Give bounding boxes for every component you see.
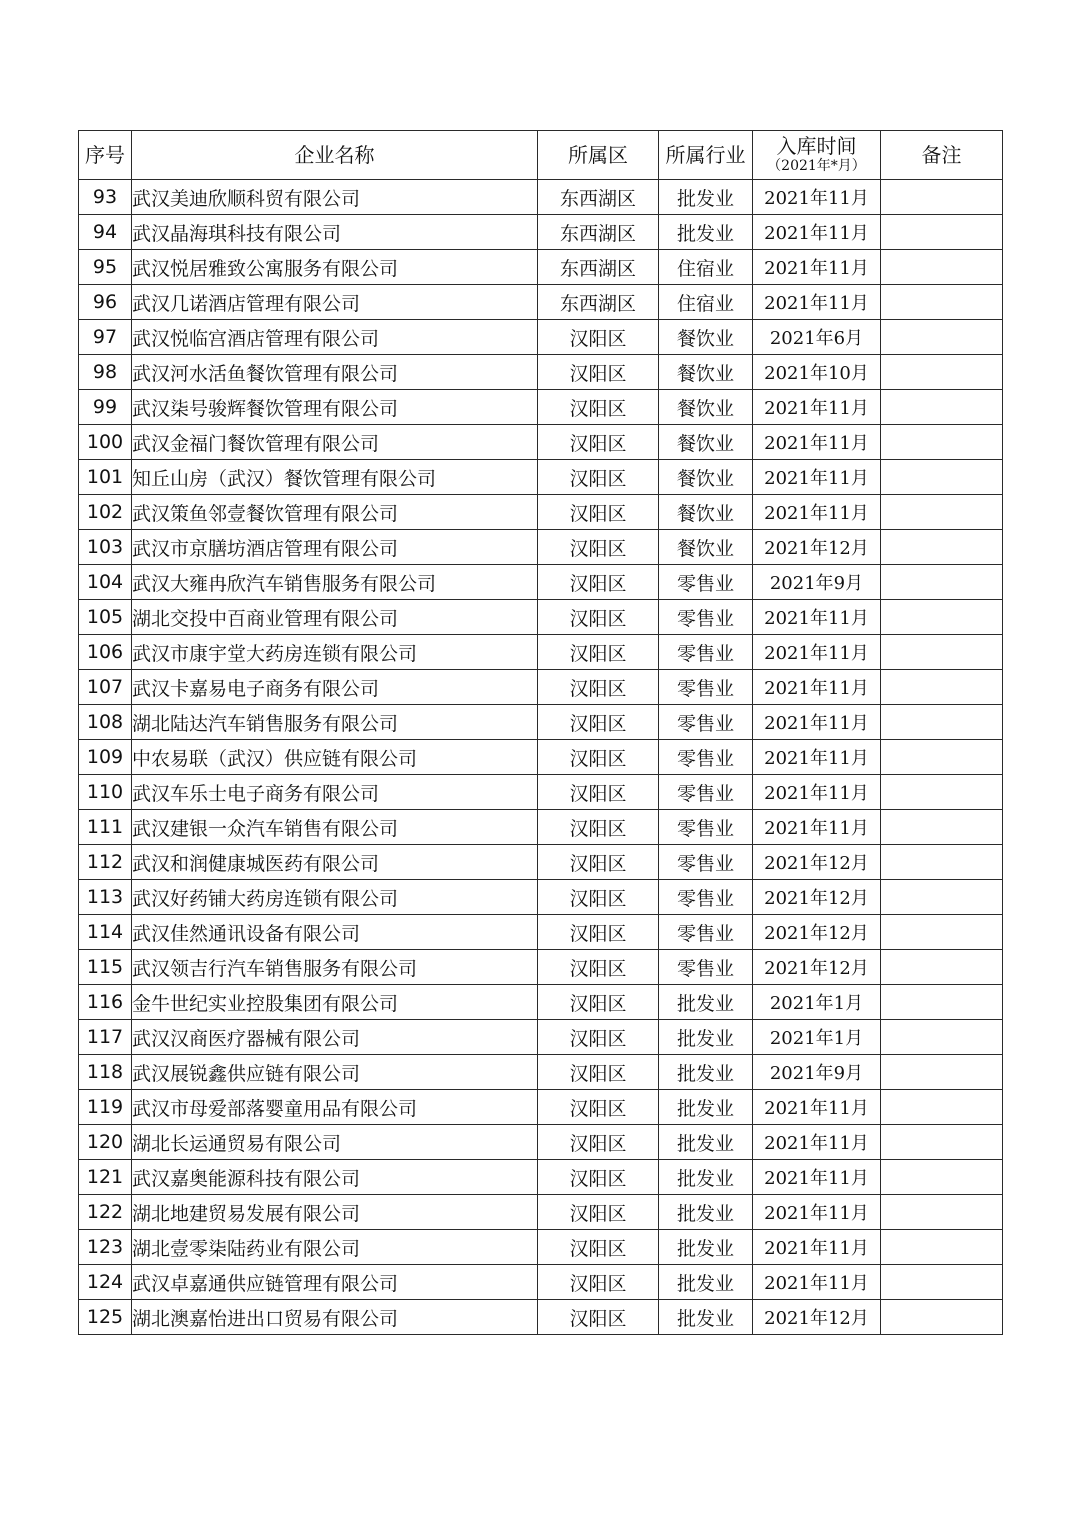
industry-cell: 住宿业 (659, 285, 753, 320)
entry-date-cell: 2021年11月 (753, 705, 881, 740)
row-number-cell: 112 (79, 845, 132, 880)
entry-date-cell: 2021年11月 (753, 1230, 881, 1265)
remark-cell (881, 355, 1003, 390)
remark-cell (881, 285, 1003, 320)
table-row (79, 950, 1003, 985)
table-row (79, 985, 1003, 1020)
entry-date-cell: 2021年10月 (753, 355, 881, 390)
row-number-cell: 108 (79, 705, 132, 740)
table-row (79, 740, 1003, 775)
header-entry-date-label: 入库时间 (776, 134, 857, 159)
remark-cell (881, 390, 1003, 425)
remark-cell (881, 740, 1003, 775)
entry-date-cell: 2021年6月 (753, 320, 881, 355)
company-name-cell: 武汉柒号骏辉餐饮管理有限公司 (132, 390, 538, 425)
industry-cell: 批发业 (659, 985, 753, 1020)
industry-cell: 批发业 (659, 215, 753, 250)
row-number-cell: 125 (79, 1300, 132, 1335)
entry-date-cell: 2021年11月 (753, 1160, 881, 1195)
table-row (79, 250, 1003, 285)
entry-date-cell: 2021年12月 (753, 915, 881, 950)
district-cell: 汉阳区 (538, 775, 659, 810)
remark-cell (881, 1055, 1003, 1090)
header-entry-date-sub: （2021年*月） (767, 158, 866, 175)
table-row (79, 810, 1003, 845)
industry-cell: 餐饮业 (659, 355, 753, 390)
district-cell: 汉阳区 (538, 530, 659, 565)
row-number-cell: 116 (79, 985, 132, 1020)
district-cell: 汉阳区 (538, 1125, 659, 1160)
entry-date-cell: 2021年11月 (753, 495, 881, 530)
row-number-cell: 96 (79, 285, 132, 320)
table-row (79, 1230, 1003, 1265)
entry-date-cell: 2021年11月 (753, 810, 881, 845)
company-name-cell: 武汉大雍冉欣汽车销售服务有限公司 (132, 565, 538, 600)
remark-cell (881, 565, 1003, 600)
remark-cell (881, 810, 1003, 845)
enterprise-table (78, 130, 1003, 1335)
district-cell: 汉阳区 (538, 425, 659, 460)
industry-cell: 批发业 (659, 1300, 753, 1335)
entry-date-cell: 2021年11月 (753, 670, 881, 705)
company-name-cell: 湖北陆达汽车销售服务有限公司 (132, 705, 538, 740)
entry-date-cell: 2021年11月 (753, 425, 881, 460)
remark-cell (881, 1090, 1003, 1125)
entry-date-cell: 2021年11月 (753, 600, 881, 635)
district-cell: 汉阳区 (538, 1160, 659, 1195)
company-name-cell: 武汉嘉奥能源科技有限公司 (132, 1160, 538, 1195)
table-row (79, 705, 1003, 740)
company-name-cell: 武汉金福门餐饮管理有限公司 (132, 425, 538, 460)
company-name-cell: 武汉展锐鑫供应链有限公司 (132, 1055, 538, 1090)
table-row (79, 180, 1003, 215)
row-number-cell: 114 (79, 915, 132, 950)
table-row (79, 425, 1003, 460)
industry-cell: 零售业 (659, 845, 753, 880)
entry-date-cell: 2021年11月 (753, 1195, 881, 1230)
industry-cell: 零售业 (659, 705, 753, 740)
remark-cell (881, 1125, 1003, 1160)
remark-cell (881, 425, 1003, 460)
company-name-cell: 知丘山房（武汉）餐饮管理有限公司 (132, 460, 538, 495)
district-cell: 汉阳区 (538, 985, 659, 1020)
company-name-cell: 武汉市母爱部落婴童用品有限公司 (132, 1090, 538, 1125)
company-name-cell: 武汉美迪欣顺科贸有限公司 (132, 180, 538, 215)
district-cell: 汉阳区 (538, 845, 659, 880)
remark-cell (881, 1265, 1003, 1300)
district-cell: 东西湖区 (538, 180, 659, 215)
remark-cell (881, 1230, 1003, 1265)
remark-cell (881, 1300, 1003, 1335)
entry-date-cell: 2021年11月 (753, 1265, 881, 1300)
table-row (79, 1300, 1003, 1335)
table-row (79, 215, 1003, 250)
company-name-cell: 湖北长运通贸易有限公司 (132, 1125, 538, 1160)
row-number-cell: 120 (79, 1125, 132, 1160)
industry-cell: 批发业 (659, 1055, 753, 1090)
table-row (79, 565, 1003, 600)
table-row (79, 1055, 1003, 1090)
row-number-cell: 103 (79, 530, 132, 565)
industry-cell: 批发业 (659, 1195, 753, 1230)
industry-cell: 零售业 (659, 600, 753, 635)
table-row (79, 1020, 1003, 1055)
industry-cell: 住宿业 (659, 250, 753, 285)
district-cell: 汉阳区 (538, 915, 659, 950)
remark-cell (881, 775, 1003, 810)
district-cell: 汉阳区 (538, 1230, 659, 1265)
remark-cell (881, 985, 1003, 1020)
company-name-cell: 武汉市京膳坊酒店管理有限公司 (132, 530, 538, 565)
entry-date-cell: 2021年12月 (753, 880, 881, 915)
row-number-cell: 106 (79, 635, 132, 670)
row-number-cell: 100 (79, 425, 132, 460)
company-name-cell: 湖北地建贸易发展有限公司 (132, 1195, 538, 1230)
entry-date-cell: 2021年11月 (753, 180, 881, 215)
district-cell: 汉阳区 (538, 600, 659, 635)
row-number-cell: 115 (79, 950, 132, 985)
district-cell: 汉阳区 (538, 635, 659, 670)
remark-cell (881, 915, 1003, 950)
company-name-cell: 武汉悦居雅致公寓服务有限公司 (132, 250, 538, 285)
company-name-cell: 武汉几诺酒店管理有限公司 (132, 285, 538, 320)
remark-cell (881, 250, 1003, 285)
industry-cell: 零售业 (659, 950, 753, 985)
district-cell: 汉阳区 (538, 565, 659, 600)
header-industry: 所属行业 (659, 131, 753, 180)
header-company-name: 企业名称 (132, 131, 538, 180)
remark-cell (881, 635, 1003, 670)
table-row (79, 460, 1003, 495)
entry-date-cell: 2021年1月 (753, 1020, 881, 1055)
company-name-cell: 武汉领吉行汽车销售服务有限公司 (132, 950, 538, 985)
district-cell: 汉阳区 (538, 880, 659, 915)
remark-cell (881, 1160, 1003, 1195)
row-number-cell: 101 (79, 460, 132, 495)
row-number-cell: 98 (79, 355, 132, 390)
table-row (79, 530, 1003, 565)
table-row (79, 495, 1003, 530)
district-cell: 汉阳区 (538, 355, 659, 390)
entry-date-cell: 2021年11月 (753, 390, 881, 425)
district-cell: 东西湖区 (538, 215, 659, 250)
entry-date-cell: 2021年11月 (753, 460, 881, 495)
row-number-cell: 95 (79, 250, 132, 285)
district-cell: 汉阳区 (538, 1055, 659, 1090)
entry-date-cell: 2021年11月 (753, 215, 881, 250)
table-row (79, 775, 1003, 810)
table-row (79, 320, 1003, 355)
industry-cell: 餐饮业 (659, 320, 753, 355)
row-number-cell: 117 (79, 1020, 132, 1055)
remark-cell (881, 495, 1003, 530)
remark-cell (881, 880, 1003, 915)
remark-cell (881, 460, 1003, 495)
entry-date-cell: 2021年12月 (753, 845, 881, 880)
table-header-row (79, 131, 1003, 180)
table-row (79, 845, 1003, 880)
company-name-cell: 武汉和润健康城医药有限公司 (132, 845, 538, 880)
entry-date-cell: 2021年9月 (753, 1055, 881, 1090)
company-name-cell: 武汉建银一众汽车销售有限公司 (132, 810, 538, 845)
company-name-cell: 金牛世纪实业控股集团有限公司 (132, 985, 538, 1020)
district-cell: 汉阳区 (538, 1020, 659, 1055)
industry-cell: 零售业 (659, 775, 753, 810)
header-remark: 备注 (881, 131, 1003, 180)
company-name-cell: 武汉河水活鱼餐饮管理有限公司 (132, 355, 538, 390)
table-body (79, 180, 1003, 1335)
row-number-cell: 122 (79, 1195, 132, 1230)
industry-cell: 零售业 (659, 740, 753, 775)
row-number-cell: 104 (79, 565, 132, 600)
entry-date-cell: 2021年12月 (753, 530, 881, 565)
district-cell: 汉阳区 (538, 950, 659, 985)
remark-cell (881, 1020, 1003, 1055)
entry-date-cell: 2021年11月 (753, 285, 881, 320)
entry-date-cell: 2021年1月 (753, 985, 881, 1020)
row-number-cell: 110 (79, 775, 132, 810)
company-name-cell: 中农易联（武汉）供应链有限公司 (132, 740, 538, 775)
remark-cell (881, 320, 1003, 355)
row-number-cell: 123 (79, 1230, 132, 1265)
entry-date-cell: 2021年12月 (753, 1300, 881, 1335)
entry-date-cell: 2021年11月 (753, 635, 881, 670)
district-cell: 汉阳区 (538, 320, 659, 355)
district-cell: 汉阳区 (538, 1090, 659, 1125)
remark-cell (881, 950, 1003, 985)
row-number-cell: 107 (79, 670, 132, 705)
industry-cell: 零售业 (659, 670, 753, 705)
industry-cell: 零售业 (659, 915, 753, 950)
district-cell: 汉阳区 (538, 705, 659, 740)
table-row (79, 670, 1003, 705)
industry-cell: 餐饮业 (659, 390, 753, 425)
district-cell: 东西湖区 (538, 250, 659, 285)
remark-cell (881, 530, 1003, 565)
company-name-cell: 武汉好药铺大药房连锁有限公司 (132, 880, 538, 915)
table-row (79, 285, 1003, 320)
row-number-cell: 118 (79, 1055, 132, 1090)
company-name-cell: 武汉晶海琪科技有限公司 (132, 215, 538, 250)
industry-cell: 餐饮业 (659, 425, 753, 460)
row-number-cell: 94 (79, 215, 132, 250)
table-row (79, 355, 1003, 390)
industry-cell: 批发业 (659, 1230, 753, 1265)
table-row (79, 1090, 1003, 1125)
district-cell: 汉阳区 (538, 740, 659, 775)
table-row (79, 390, 1003, 425)
industry-cell: 餐饮业 (659, 460, 753, 495)
row-number-cell: 97 (79, 320, 132, 355)
entry-date-cell: 2021年11月 (753, 775, 881, 810)
row-number-cell: 111 (79, 810, 132, 845)
row-number-cell: 105 (79, 600, 132, 635)
industry-cell: 批发业 (659, 1265, 753, 1300)
district-cell: 汉阳区 (538, 1300, 659, 1335)
row-number-cell: 102 (79, 495, 132, 530)
district-cell: 汉阳区 (538, 1195, 659, 1230)
district-cell: 汉阳区 (538, 670, 659, 705)
company-name-cell: 湖北壹零柒陆药业有限公司 (132, 1230, 538, 1265)
industry-cell: 批发业 (659, 1160, 753, 1195)
industry-cell: 批发业 (659, 1090, 753, 1125)
industry-cell: 餐饮业 (659, 495, 753, 530)
company-name-cell: 湖北交投中百商业管理有限公司 (132, 600, 538, 635)
company-name-cell: 武汉悦临宫酒店管理有限公司 (132, 320, 538, 355)
row-number-cell: 124 (79, 1265, 132, 1300)
company-name-cell: 武汉佳然通讯设备有限公司 (132, 915, 538, 950)
header-district: 所属区 (538, 131, 659, 180)
company-name-cell: 武汉汉商医疗器械有限公司 (132, 1020, 538, 1055)
industry-cell: 零售业 (659, 635, 753, 670)
industry-cell: 餐饮业 (659, 530, 753, 565)
industry-cell: 批发业 (659, 180, 753, 215)
table-row (79, 1125, 1003, 1160)
table-row (79, 915, 1003, 950)
company-name-cell: 武汉卓嘉通供应链管理有限公司 (132, 1265, 538, 1300)
remark-cell (881, 1195, 1003, 1230)
entry-date-cell: 2021年11月 (753, 250, 881, 285)
remark-cell (881, 670, 1003, 705)
industry-cell: 零售业 (659, 565, 753, 600)
district-cell: 汉阳区 (538, 810, 659, 845)
remark-cell (881, 705, 1003, 740)
row-number-cell: 109 (79, 740, 132, 775)
district-cell: 东西湖区 (538, 285, 659, 320)
industry-cell: 零售业 (659, 810, 753, 845)
header-no: 序号 (79, 131, 132, 180)
row-number-cell: 93 (79, 180, 132, 215)
district-cell: 汉阳区 (538, 390, 659, 425)
entry-date-cell: 2021年11月 (753, 1090, 881, 1125)
company-name-cell: 武汉市康宇堂大药房连锁有限公司 (132, 635, 538, 670)
table-row (79, 635, 1003, 670)
table-row (79, 1265, 1003, 1300)
table-row (79, 880, 1003, 915)
remark-cell (881, 215, 1003, 250)
table-row (79, 1195, 1003, 1230)
header-entry-date (753, 131, 881, 180)
table-row (79, 600, 1003, 635)
industry-cell: 批发业 (659, 1020, 753, 1055)
remark-cell (881, 180, 1003, 215)
row-number-cell: 119 (79, 1090, 132, 1125)
remark-cell (881, 600, 1003, 635)
table-row (79, 1160, 1003, 1195)
row-number-cell: 121 (79, 1160, 132, 1195)
company-name-cell: 湖北澳嘉怡进出口贸易有限公司 (132, 1300, 538, 1335)
company-name-cell: 武汉策鱼邻壹餐饮管理有限公司 (132, 495, 538, 530)
district-cell: 汉阳区 (538, 495, 659, 530)
entry-date-cell: 2021年12月 (753, 950, 881, 985)
district-cell: 汉阳区 (538, 1265, 659, 1300)
entry-date-cell: 2021年9月 (753, 565, 881, 600)
remark-cell (881, 845, 1003, 880)
industry-cell: 批发业 (659, 1125, 753, 1160)
row-number-cell: 99 (79, 390, 132, 425)
company-name-cell: 武汉车乐士电子商务有限公司 (132, 775, 538, 810)
entry-date-cell: 2021年11月 (753, 1125, 881, 1160)
row-number-cell: 113 (79, 880, 132, 915)
entry-date-cell: 2021年11月 (753, 740, 881, 775)
industry-cell: 零售业 (659, 880, 753, 915)
company-name-cell: 武汉卡嘉易电子商务有限公司 (132, 670, 538, 705)
district-cell: 汉阳区 (538, 460, 659, 495)
